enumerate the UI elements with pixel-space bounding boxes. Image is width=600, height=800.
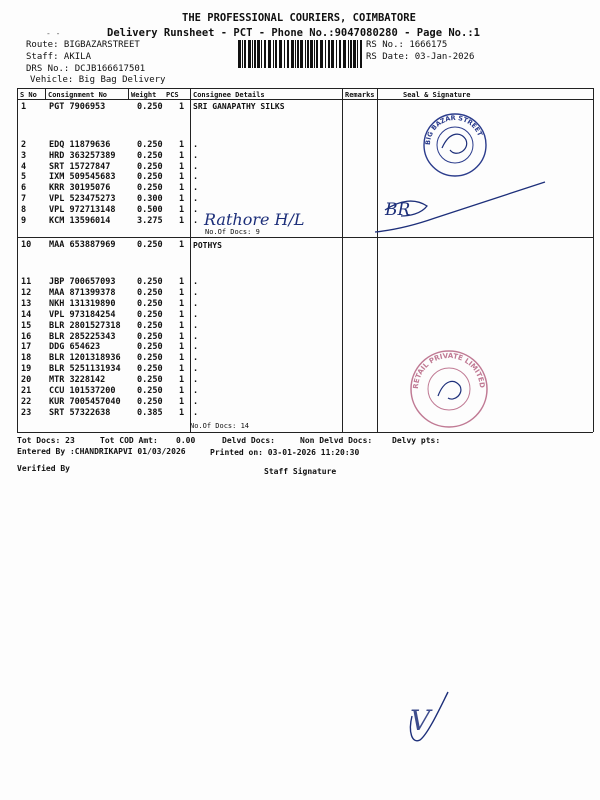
- row-sno: 11: [21, 277, 32, 287]
- row-consignment-no: JBP 700657093: [49, 277, 116, 287]
- signature-1: [355, 170, 555, 245]
- row-sno: 1: [21, 102, 27, 112]
- row-consignment-no: HRD 363257389: [49, 150, 116, 161]
- row-weight: 0.250: [137, 140, 163, 150]
- row-consignment-no: KUR 7005457040: [49, 396, 121, 407]
- table-top-border: [17, 88, 593, 89]
- route: Route: BIGBAZARSTREET: [26, 40, 140, 50]
- col-seal: Seal & Signature: [403, 91, 471, 99]
- row-weight: 0.250: [137, 102, 163, 112]
- row-consignment-no: BLR 1201318936: [49, 353, 121, 364]
- row-sno: 10: [21, 240, 32, 250]
- row-sno: 21: [21, 386, 32, 396]
- consignee-name-1: SRI GANAPATHY SILKS: [193, 102, 285, 111]
- row-pcs: 1: [179, 364, 185, 375]
- row-consignee-dot: .: [193, 375, 199, 386]
- table-row: [0, 151, 600, 162]
- delivery-points: Delvy pts:: [392, 436, 441, 445]
- row-weight: 0.250: [137, 386, 163, 396]
- row-consignee-dot: .: [193, 161, 199, 172]
- vehicle: Vehicle: Big Bag Delivery: [30, 75, 166, 85]
- docs-count-1: No.Of Docs: 9: [205, 228, 260, 236]
- row-weight: 0.250: [137, 277, 163, 287]
- row-weight: 0.250: [137, 150, 163, 161]
- row-weight: 0.250: [137, 183, 163, 194]
- row-consignee-dot: .: [193, 172, 199, 183]
- row-weight: 0.250: [137, 375, 163, 386]
- row-consignee-dot: .: [193, 150, 199, 161]
- col-consignee: Consignee Details: [193, 91, 265, 99]
- handwritten-remark: Rathore H/L: [204, 210, 305, 229]
- row-pcs: 1: [179, 240, 185, 250]
- signature-initials: BR: [385, 200, 411, 220]
- row-weight: 0.250: [137, 298, 163, 309]
- col-sno: S No: [20, 91, 37, 99]
- row-consignment-no: VPL 523475273: [49, 194, 116, 204]
- row-pcs: 1: [179, 309, 185, 320]
- row-pcs: 1: [179, 342, 185, 353]
- row-sno: 6: [21, 183, 27, 194]
- row-sno: 14: [21, 309, 32, 320]
- row-consignment-no: SRT 57322638: [49, 407, 111, 418]
- row-consignee-dot: .: [193, 342, 199, 353]
- row-consignment-no: SRT 15727847: [49, 161, 111, 172]
- row-consignee-dot: .: [193, 364, 199, 375]
- row-pcs: 1: [179, 204, 185, 215]
- row-weight: 3.275: [137, 215, 163, 226]
- table-row: [0, 375, 600, 386]
- row-consignment-no: DDG 654623: [49, 342, 101, 353]
- row-weight: 0.500: [137, 204, 163, 215]
- row-sno: 3: [21, 150, 27, 161]
- delivered-docs: Delvd Docs:: [222, 436, 275, 445]
- row-weight: 0.250: [137, 287, 163, 298]
- col-remarks: Remarks: [345, 91, 375, 99]
- row-sno: 9: [21, 215, 27, 226]
- row-consignment-no: BLR 5251131934: [49, 364, 121, 375]
- row-pcs: 1: [179, 215, 185, 226]
- row-consignee-dot: .: [193, 396, 199, 407]
- company-name: THE PROFESSIONAL COURIERS, COIMBATORE: [182, 12, 416, 24]
- row-consignment-no: MTR 3228142: [49, 375, 106, 386]
- row-weight: 0.250: [137, 309, 163, 320]
- row-pcs: 1: [179, 407, 185, 418]
- table-row: [0, 321, 600, 332]
- header-bottom-border: [17, 99, 593, 100]
- barcode: [238, 40, 362, 68]
- row-sno: 23: [21, 407, 32, 418]
- bottom-signature-mark: [400, 688, 460, 748]
- row-sno: 5: [21, 172, 27, 183]
- row-pcs: 1: [179, 331, 185, 342]
- row-sno: 16: [21, 331, 32, 342]
- col-weight: Weight: [131, 91, 157, 99]
- total-docs: Tot Docs: 23: [17, 436, 75, 445]
- row-consignee-dot: .: [193, 386, 199, 396]
- row-pcs: 1: [179, 353, 185, 364]
- svg-text:BIG BAZAR STREET: BIG BAZAR STREET: [423, 113, 485, 146]
- col-border-1: [45, 88, 46, 100]
- row-sno: 2: [21, 140, 27, 150]
- row-weight: 0.385: [137, 407, 163, 418]
- row-consignee-dot: .: [193, 287, 199, 298]
- col-consignment: Consignment No: [48, 91, 108, 99]
- row-consignee-dot: .: [193, 140, 199, 150]
- row-pcs: 1: [179, 161, 185, 172]
- row-pcs: 1: [179, 396, 185, 407]
- docs-count-2: No.Of Docs: 14: [190, 422, 250, 430]
- row-weight: 0.250: [137, 240, 163, 250]
- row-sno: 13: [21, 298, 32, 309]
- row-consignee-dot: .: [193, 320, 199, 331]
- row-consignment-no: CCU 101537200: [49, 386, 116, 396]
- staff: Staff: AKILA: [26, 52, 92, 62]
- row-consignment-no: KRR 30195076: [49, 183, 111, 194]
- table-row: [0, 277, 600, 288]
- row-sno: 12: [21, 287, 32, 298]
- row-consignment-no: MAA 871399378: [49, 287, 116, 298]
- entered-by: Entered By :CHANDRIKAPVI 01/03/2026: [17, 447, 186, 456]
- row-pcs: 1: [179, 172, 185, 183]
- row-consignee-dot: .: [193, 407, 199, 418]
- total-cod-label: Tot COD Amt:: [100, 436, 158, 445]
- row-weight: 0.250: [137, 331, 163, 342]
- row-pcs: 1: [179, 320, 185, 331]
- row-consignment-no: BLR 285225343: [49, 331, 116, 342]
- row-sno: 22: [21, 396, 32, 407]
- row-sno: 8: [21, 204, 27, 215]
- row-consignee-dot: .: [193, 309, 199, 320]
- table-row: [0, 364, 600, 375]
- row-weight: 0.250: [137, 172, 163, 183]
- row-consignee-dot: .: [193, 194, 199, 204]
- row-consignee-dot: .: [193, 331, 199, 342]
- row-pcs: 1: [179, 140, 185, 150]
- row-consignment-no: VPL 973184254: [49, 309, 116, 320]
- row-consignee-dot: .: [193, 277, 199, 287]
- table-row: [0, 288, 600, 299]
- col-pcs: PCS: [166, 91, 179, 99]
- drs-number: DRS No.: DCJB166617501: [26, 64, 146, 74]
- row-pcs: 1: [179, 386, 185, 396]
- row-sno: 18: [21, 353, 32, 364]
- row-sno: 20: [21, 375, 32, 386]
- row-weight: 0.250: [137, 161, 163, 172]
- table-row: [0, 408, 600, 419]
- row-pcs: 1: [179, 194, 185, 204]
- row-sno: 15: [21, 320, 32, 331]
- runsheet-title: Delivery Runsheet - PCT - Phone No.:9047080280 - Page No.:1: [107, 27, 480, 39]
- row-sno: 17: [21, 342, 32, 353]
- total-cod-value: 0.00: [176, 436, 196, 445]
- row-weight: 0.250: [137, 320, 163, 331]
- row-weight: 0.300: [137, 194, 163, 204]
- row-pcs: 1: [179, 150, 185, 161]
- table-row: [0, 386, 600, 397]
- staff-signature: Staff Signature: [264, 467, 337, 476]
- rs-number: RS No.: 1666175: [366, 40, 448, 50]
- table-row: [0, 140, 600, 151]
- row-consignment-no: MAA 653887969: [49, 240, 116, 250]
- seal-stamp-1: [420, 110, 490, 180]
- table-row: [0, 310, 600, 321]
- row-consignment-no: IXM 509545683: [49, 172, 116, 183]
- table-row: [0, 332, 600, 343]
- row-sno: 7: [21, 194, 27, 204]
- table-row: [0, 102, 600, 113]
- row-consignment-no: EDQ 11879636: [49, 140, 111, 150]
- row-pcs: 1: [179, 375, 185, 386]
- bottom-mark-letter: V: [410, 704, 431, 737]
- row-sno: 4: [21, 161, 27, 172]
- printed-on: Printed on: 03-01-2026 11:20:30: [210, 448, 360, 457]
- row-weight: 0.250: [137, 364, 163, 375]
- row-consignee-dot: .: [193, 183, 199, 194]
- row-pcs: 1: [179, 287, 185, 298]
- row-consignee-dot: .: [193, 298, 199, 309]
- row-pcs: 1: [179, 183, 185, 194]
- table-row: [0, 397, 600, 408]
- header-marks: - -: [46, 29, 61, 38]
- seal-stamp-2: [408, 348, 490, 430]
- row-pcs: 1: [179, 102, 185, 112]
- row-consignee-dot: .: [193, 215, 199, 226]
- row-consignee-dot: .: [193, 204, 199, 215]
- consignee-name-2: POTHYS: [193, 241, 222, 250]
- svg-text:RETAIL PRIVATE LIMITED: RETAIL PRIVATE LIMITED: [411, 351, 487, 390]
- row-consignment-no: BLR 2801527318: [49, 320, 121, 331]
- row-consignment-no: VPL 972713148: [49, 204, 116, 215]
- table-row: [0, 342, 600, 353]
- row-consignee-dot: .: [193, 353, 199, 364]
- verified-by: Verified By: [17, 464, 70, 473]
- non-delivered-docs: Non Delvd Docs:: [300, 436, 373, 445]
- row-weight: 0.250: [137, 396, 163, 407]
- row-weight: 0.250: [137, 342, 163, 353]
- row-consignment-no: NKH 131319890: [49, 298, 116, 309]
- row-sno: 19: [21, 364, 32, 375]
- table-bottom-border: [17, 432, 593, 433]
- table-row: [0, 299, 600, 310]
- row-pcs: 1: [179, 277, 185, 287]
- rs-date: RS Date: 03-Jan-2026: [366, 52, 475, 62]
- row-consignment-no: PGT 7906953: [49, 102, 106, 112]
- row-weight: 0.250: [137, 353, 163, 364]
- col-border-2: [128, 88, 129, 100]
- table-row: [0, 353, 600, 364]
- row-pcs: 1: [179, 298, 185, 309]
- row-consignment-no: KCM 13596014: [49, 215, 111, 226]
